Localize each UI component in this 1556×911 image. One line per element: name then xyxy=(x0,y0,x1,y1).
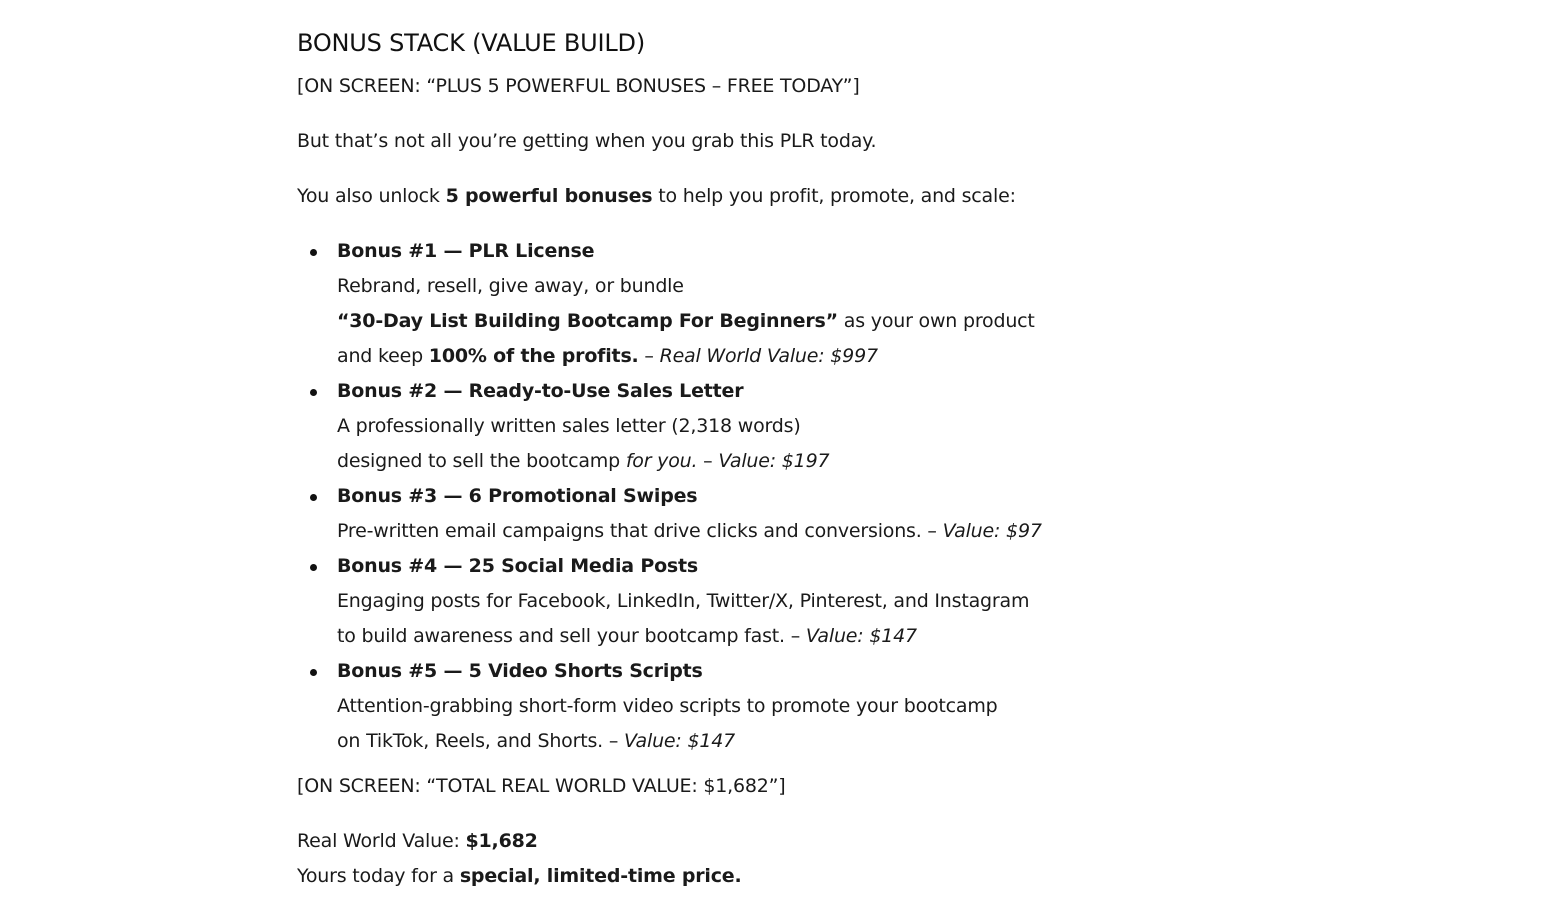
bonus-value: Real World Value: $997 xyxy=(659,345,878,367)
unlock-paragraph xyxy=(297,179,1057,214)
unlock-text-pre: You also unlock xyxy=(297,185,446,207)
intro-paragraph: But that’s not all you’re getting when you grab this PLR today. xyxy=(297,130,877,152)
bonus-title: Bonus #2 — Ready-to-Use Sales Letter xyxy=(337,380,744,402)
today-price: Yours today for a special, limited-time price. xyxy=(297,865,742,887)
bonus-list xyxy=(297,234,1057,759)
document-body xyxy=(297,24,1057,894)
bonus-description-line: on TikTok, Reels, and Shorts. – Value: $147 xyxy=(337,730,735,752)
bonus-value: Value: $97 xyxy=(942,520,1042,542)
bonus-title: Bonus #3 — 6 Promotional Swipes xyxy=(337,485,698,507)
bonus-description-line: Engaging posts for Facebook, LinkedIn, Twitter/X, Pinterest, and Instagram xyxy=(337,590,1030,612)
bonus-value: Value: $197 xyxy=(718,450,830,472)
on-screen-note-total: [ON SCREEN: “TOTAL REAL WORLD VALUE: $1,682”] xyxy=(297,775,786,797)
limited-price-highlight: special, limited-time price. xyxy=(459,865,742,887)
bonus-description-line: A professionally written sales letter (2,318 words) xyxy=(337,415,801,437)
bonus-value: Value: $147 xyxy=(623,730,735,752)
bonus-item-1 xyxy=(337,234,1057,374)
bonus-description-line: Attention-grabbing short-form video scripts to promote your bootcamp xyxy=(337,695,998,717)
bonus-description-line: designed to sell the bootcamp for you. – Value: $197 xyxy=(337,450,830,472)
unlock-text-post: to help you profit, promote, and scale: xyxy=(652,185,1016,207)
product-name: “30-Day List Building Bootcamp For Beginners” xyxy=(337,310,838,332)
bonus-item-4 xyxy=(337,549,1057,654)
bonus-title: Bonus #5 — 5 Video Shorts Scripts xyxy=(337,660,703,682)
bonus-title: Bonus #1 — PLR License xyxy=(337,240,595,262)
unlock-text-bold: 5 powerful bonuses xyxy=(445,185,653,207)
bonus-description-line: and keep 100% of the profits. – Real World Value: $997 xyxy=(337,345,878,367)
bonus-description-line: Rebrand, resell, give away, or bundle xyxy=(337,275,684,297)
bonus-description-line: “30-Day List Building Bootcamp For Beginners” as your own product xyxy=(337,310,1035,332)
profit-highlight: 100% of the profits. xyxy=(428,345,639,367)
bonus-description-line: Pre-written email campaigns that drive clicks and conversions. – Value: $97 xyxy=(337,520,1042,542)
bonus-item-3 xyxy=(337,479,1057,549)
section-heading: BONUS STACK (VALUE BUILD) xyxy=(297,29,645,57)
on-screen-note-bonuses: [ON SCREEN: “PLUS 5 POWERFUL BONUSES – FREE TODAY”] xyxy=(297,75,860,97)
real-world-value: Real World Value: $1,682 xyxy=(297,830,538,852)
bonus-item-5 xyxy=(337,654,1057,759)
bonus-item-2 xyxy=(337,374,1057,479)
total-value-amount: $1,682 xyxy=(465,830,538,852)
bonus-value: Value: $147 xyxy=(805,625,917,647)
bonus-title: Bonus #4 — 25 Social Media Posts xyxy=(337,555,699,577)
bonus-description-line: to build awareness and sell your bootcamp fast. – Value: $147 xyxy=(337,625,917,647)
